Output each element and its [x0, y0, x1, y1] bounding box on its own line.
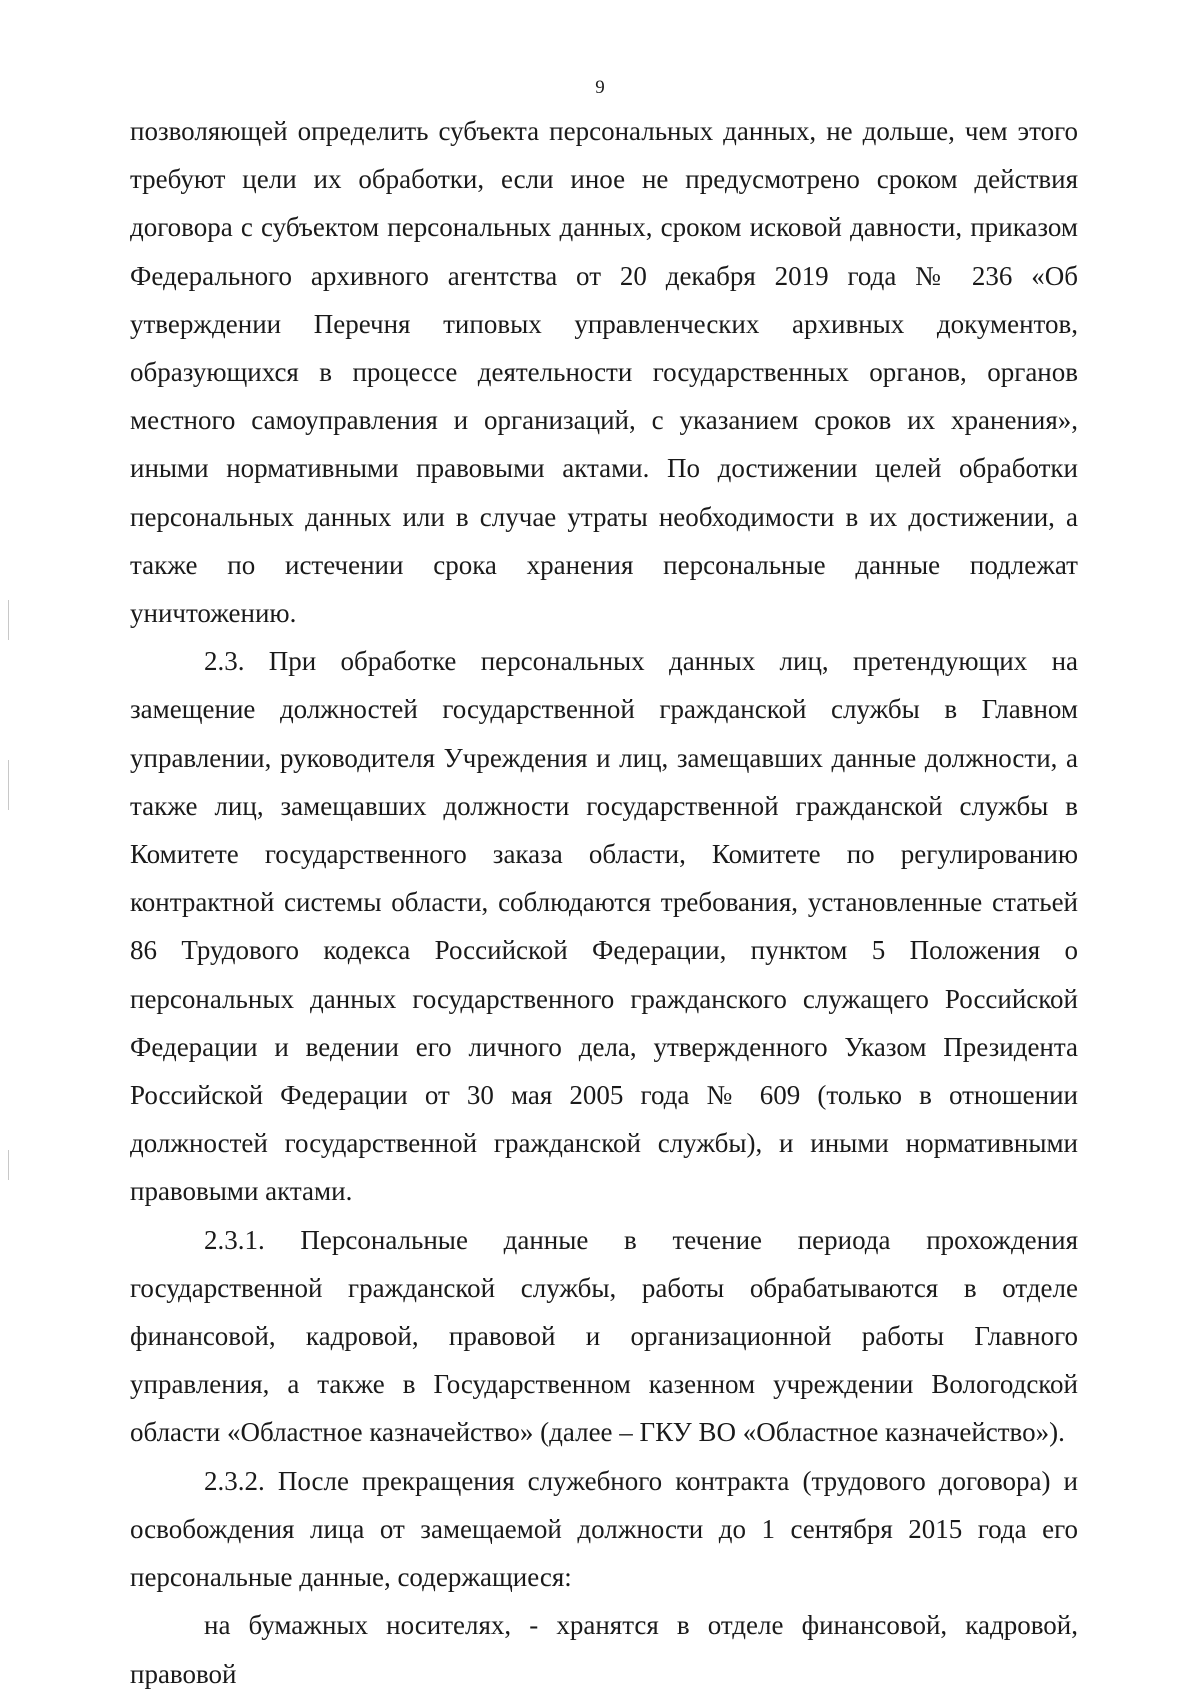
scan-edge-mark — [8, 1150, 9, 1180]
paragraph-paper-media: на бумажных носителях, - хранятся в отделе финансовой, кадровой, правовой — [130, 1610, 1078, 1689]
paragraph-2-3-1: 2.3.1. Персональные данные в течение периода прохождения государственной гражданской службы, работы обрабатываются в отделе финансовой, кадровой, правовой и организационной работы Главного управления, а также в Государственном казенном учреждении Вологодской области «Областное казначейство» (далее – ГКУ ВО «Областное казначейство»). — [130, 1224, 1078, 1448]
paragraph-2-3-2: 2.3.2. После прекращения служебного контракта (трудового договора) и освобождения лица от замещаемой должности до 1 сентября 2015 года его персональные данные, содержащиеся: — [130, 1465, 1078, 1593]
paragraph-continuation: позволяющей определить субъекта персональных данных, не дольше, чем этого требуют цели их обработки, если иное не предусмотрено сроком действия договора с субъектом персональных данных, сроком исковой давности, приказом Федерального архивного агентства от 20 декабря 2019 года № 236 «Об утверждении Перечня типовых управленческих архивных документов, образующихся в процессе деятельности государственных органов, органов местного самоуправления и организаций, с указанием сроков их хранения», иными нормативными правовыми актами. По достижении целей обработки персональных данных или в случае утраты необходимости в их достижении, а также по истечении срока хранения персональные данные подлежат уничтожению. — [130, 116, 1078, 629]
page-number: 9 — [595, 77, 605, 98]
document-body — [130, 107, 1078, 1698]
scan-edge-mark — [8, 600, 9, 640]
paragraph-2-3: 2.3. При обработке персональных данных лиц, претендующих на замещение должностей государственной гражданской службы в Главном управлении, руководителя Учреждения и лиц, замещавших данные должности, а также лиц, замещавших должности государственной гражданской службы в Комитете государственного заказа области, Комитете по регулированию контрактной системы области, соблюдаются требования, установленные статьей 86 Трудового кодекса Российской Федерации, пунктом 5 Положения о персональных данных государственного гражданского служащего Российской Федерации и ведении его личного дела, утвержденного Указом Президента Российской Федерации от 30 мая 2005 года № 609 (только в отношении должностей государственной гражданской службы), и иными нормативными правовыми актами. — [130, 646, 1078, 1207]
scan-edge-mark — [8, 760, 9, 810]
